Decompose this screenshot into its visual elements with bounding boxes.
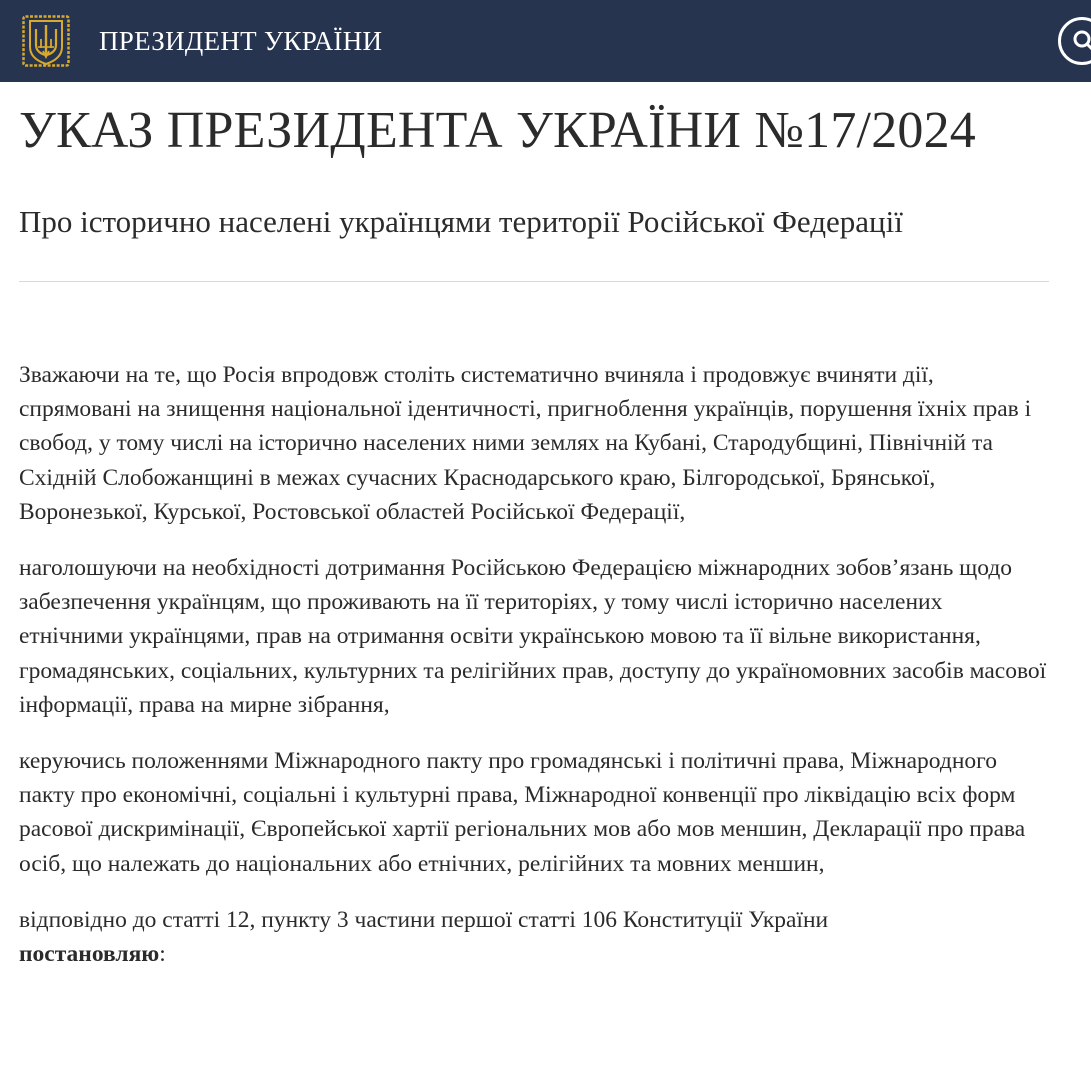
site-header xyxy=(0,0,1091,82)
decree-title: УКАЗ ПРЕЗИДЕНТА УКРАЇНИ №17/2024 xyxy=(19,102,976,159)
preamble-paragraph-3: керуючись положеннями Міжнародного пакту про громадянські і політичні права, Міжнародного пакту про економічні, соціальні і культурні права, Міжнародної конвенції про ліквідацію всіх форм расової дискримінації, Європейської хартії регіональних мов або мов меншин, Декларації про права осіб, що належать до національних або етнічних, релігійних та мовних меншин, xyxy=(19,748,1026,877)
decree-body xyxy=(19,358,1049,971)
resolution-text: відповідно до статті 12, пункту 3 частини першої статті 106 Конституції України xyxy=(19,906,829,933)
resolution-keyword: постановляю xyxy=(19,941,160,968)
search-icon xyxy=(1071,28,1091,54)
title-divider xyxy=(19,281,1049,282)
preamble-paragraph-1: Зважаючи на те, що Росія впродовж століть систематично вчиняла і продовжує вчиняти дії, спрямовані на знищення національної ідентичності, пригноблення українців, порушення їхніх прав і свобод, у тому числі на історично населених ними землях на Кубані, Стародубщині, Північній та Східній Слобожанщині в межах сучасних Краснодарського краю, Білгородської, Брянської, Воронезької, Курської, Ростовської областей Російської Федерації, xyxy=(19,362,1032,525)
decree-resolution-paragraph xyxy=(19,903,1049,971)
decree-subtitle: Про історично населені українцями території Російської Федерації xyxy=(19,204,903,239)
resolution-punctuation: : xyxy=(159,941,166,968)
site-title-link[interactable]: ПРЕЗИДЕНТ УКРАЇНИ xyxy=(99,26,383,56)
preamble-paragraph-2: наголошуючи на необхідності дотримання Російською Федерацією міжнародних зобов’язань щодо забезпечення українцям, що проживають на її територіях, у тому числі історично населених етнічними українцями, прав на отримання освіти українською мовою та її вільне використання, громадянських, соціальних, культурних та релігійних прав, доступу до україномовних засобів масової інформації, права на мирне зібрання, xyxy=(19,555,1047,718)
trident-coat-of-arms-icon[interactable] xyxy=(22,15,70,67)
search-button[interactable] xyxy=(1058,17,1091,65)
